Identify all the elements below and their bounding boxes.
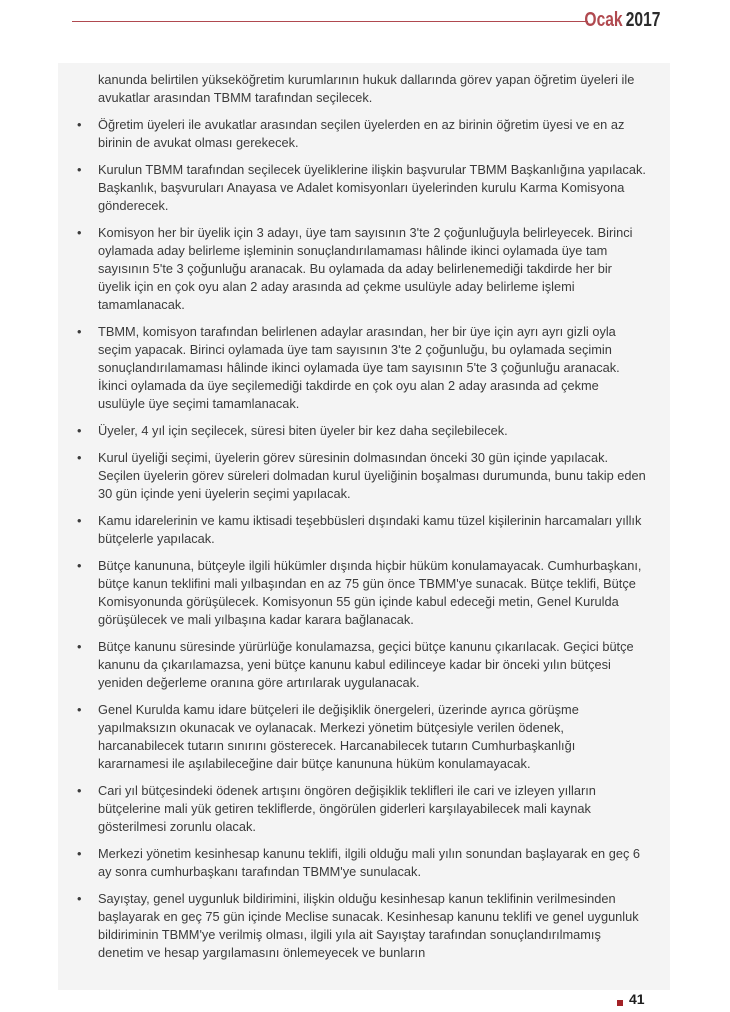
list-item — [75, 323, 648, 413]
list-item — [75, 638, 648, 692]
bullet-marker: • — [77, 639, 82, 654]
list-item — [75, 557, 648, 629]
list-item — [75, 161, 648, 215]
list-item — [75, 512, 648, 548]
list-item — [75, 116, 648, 152]
paragraph-text: Bütçe kanununa, bütçeyle ilgili hükümler dışında hiçbir hüküm konulamayacak. Cumhurbaşkanı, bütçe kanun teklifini mali yılbaşından en az 75 gün önce TBMM'ye sunacak. Bütçe teklifi, Bütçe Komisyonunda görüşülecek. Komisyonun 55 gün içinde kabul edeceği metin, Genel Kurulda görüşülecek ve mali yılbaşına kadar karara bağlanacak. — [98, 558, 642, 627]
list-item — [75, 71, 648, 107]
header-year-label: 2017 — [625, 9, 660, 31]
page-header-date — [584, 9, 660, 32]
header-rule — [72, 21, 588, 22]
bullet-marker: • — [77, 450, 82, 465]
list-item — [75, 224, 648, 314]
bullet-list — [75, 71, 648, 962]
bullet-marker: • — [77, 324, 82, 339]
paragraph-text: Komisyon her bir üyelik için 3 adayı, üye tam sayısının 3'te 2 çoğunluğuyla belirleyecek. Birinci oylamada aday belirleme işleminin sonuçlandırılamaması hâlinde ikinci oylamada üye tam sayısının 5'te 3 çoğunluğu aranacak. Bu oylamada da aday belirlenemediği takdirde her bir üyelik için en çok oyu alan 2 aday arasında ad çekme usulüyle aday belirleme işlemi tamamlanacak. — [98, 225, 633, 312]
page-number-square-icon — [617, 1000, 623, 1006]
paragraph-text: TBMM, komisyon tarafından belirlenen adaylar arasından, her bir üye için ayrı ayrı gizli oyla seçim yapacak. Birinci oylamada üye tam sayısının 3'te 2 çoğunluğu, bu oylamada seçimin sonuçlandırılamaması hâlinde ikinci oylamada üye tam sayısının 5'te 3 çoğunluğu aranacak. İkinci oylamada da üye seçilemediği takdirde en çok oyu alan 2 aday arasında ad çekme usulüyle üye seçimi tamamlanacak. — [98, 324, 620, 411]
bullet-marker: • — [77, 513, 82, 528]
bullet-marker: • — [77, 558, 82, 573]
bullet-marker: • — [77, 702, 82, 717]
paragraph-text: Kamu idarelerinin ve kamu iktisadi teşebbüsleri dışındaki kamu tüzel kişilerinin harcamaları yıllık bütçelerle yapılacak. — [98, 513, 642, 546]
bullet-marker: • — [77, 423, 82, 438]
paragraph-text: Genel Kurulda kamu idare bütçeleri ile değişiklik önergeleri, üzerinde ayrıca görüşme yapılmaksızın okunacak ve oylanacak. Merkezi yönetim bütçesiyle verilen ödenek, harcanabilecek tutarın sınırını gösterecek. Harcanabilecek tutarın Cumhurbaşkanlığı kararnamesi ile aşılabileceğine dair bütçe kanununa hüküm konulamayacak. — [98, 702, 579, 771]
paragraph-text: Öğretim üyeleri ile avukatlar arasından seçilen üyelerden en az birinin öğretim üyesi ve en az birinin de avukat olması gerekecek. — [98, 117, 625, 150]
paragraph-text: Bütçe kanunu süresinde yürürlüğe konulamazsa, geçici bütçe kanunu çıkarılacak. Geçici bütçe kanunu da çıkarılamazsa, yeni bütçe kanunu kabul edilinceye kadar bir önceki yılın bütçesi yeniden değerleme oranına göre artırılarak uygulanacak. — [98, 639, 634, 690]
header-month-label: Ocak — [583, 9, 623, 31]
bullet-marker: • — [77, 783, 82, 798]
list-item — [75, 701, 648, 773]
list-item — [75, 890, 648, 962]
bullet-marker: • — [77, 225, 82, 240]
list-item — [75, 845, 648, 881]
paragraph-text: Kurul üyeliği seçimi, üyelerin görev süresinin dolmasından önceki 30 gün içinde yapılacak. Seçilen üyelerin görev süreleri dolmadan kurul üyeliğinin boşalması durumunda, bunu takip eden 30 gün içinde yeni üyelerin seçimi yapılacak. — [98, 450, 646, 501]
bullet-marker: • — [77, 891, 82, 906]
list-item — [75, 422, 648, 440]
bullet-marker: • — [77, 846, 82, 861]
page-number: 41 — [629, 991, 645, 1007]
paragraph-text: kanunda belirtilen yükseköğretim kurumlarının hukuk dallarında görev yapan öğretim üyeleri ile avukatlar arasından TBMM tarafından seçilecek. — [98, 72, 635, 105]
content-panel — [58, 63, 670, 990]
paragraph-text: Merkezi yönetim kesinhesap kanunu teklifi, ilgili olduğu mali yılın sonundan başlayarak en geç 6 ay sonra cumhurbaşkanı tarafından TBMM'ye sunulacak. — [98, 846, 641, 879]
paragraph-text: Kurulun TBMM tarafından seçilecek üyeliklerine ilişkin başvurular TBMM Başkanlığına yapılacak. Başkanlık, başvuruları Anayasa ve Adalet komisyonları üyelerinden kurulu Karma Komisyona gönderecek. — [98, 162, 646, 213]
paragraph-text: Sayıştay, genel uygunluk bildirimini, ilişkin olduğu kesinhesap kanun teklifinin verilmesinden başlayarak en geç 75 gün içinde Meclise sunacak. Kesinhesap kanunu teklifi ve genel uygunluk bildiriminin TBMM'ye verilmiş olması, ilgili yıla ait Sayıştay tarafından sonuçlandırılmamış denetim ve hesap yargılamasını önlemeyecek ve bunların — [98, 891, 639, 960]
list-item — [75, 782, 648, 836]
paragraph-text: Üyeler, 4 yıl için seçilecek, süresi biten üyeler bir kez daha seçilebilecek. — [98, 423, 508, 438]
bullet-marker: • — [77, 117, 82, 132]
list-item — [75, 449, 648, 503]
paragraph-text: Cari yıl bütçesindeki ödenek artışını öngören değişiklik teklifleri ile cari ve izleyen yılların bütçelerine mali yük getiren tekliflerde, öngörülen giderleri karşılayabilecek mali kaynak gösterilmesi zorunlu olacak. — [98, 783, 596, 834]
bullet-marker: • — [77, 162, 82, 177]
